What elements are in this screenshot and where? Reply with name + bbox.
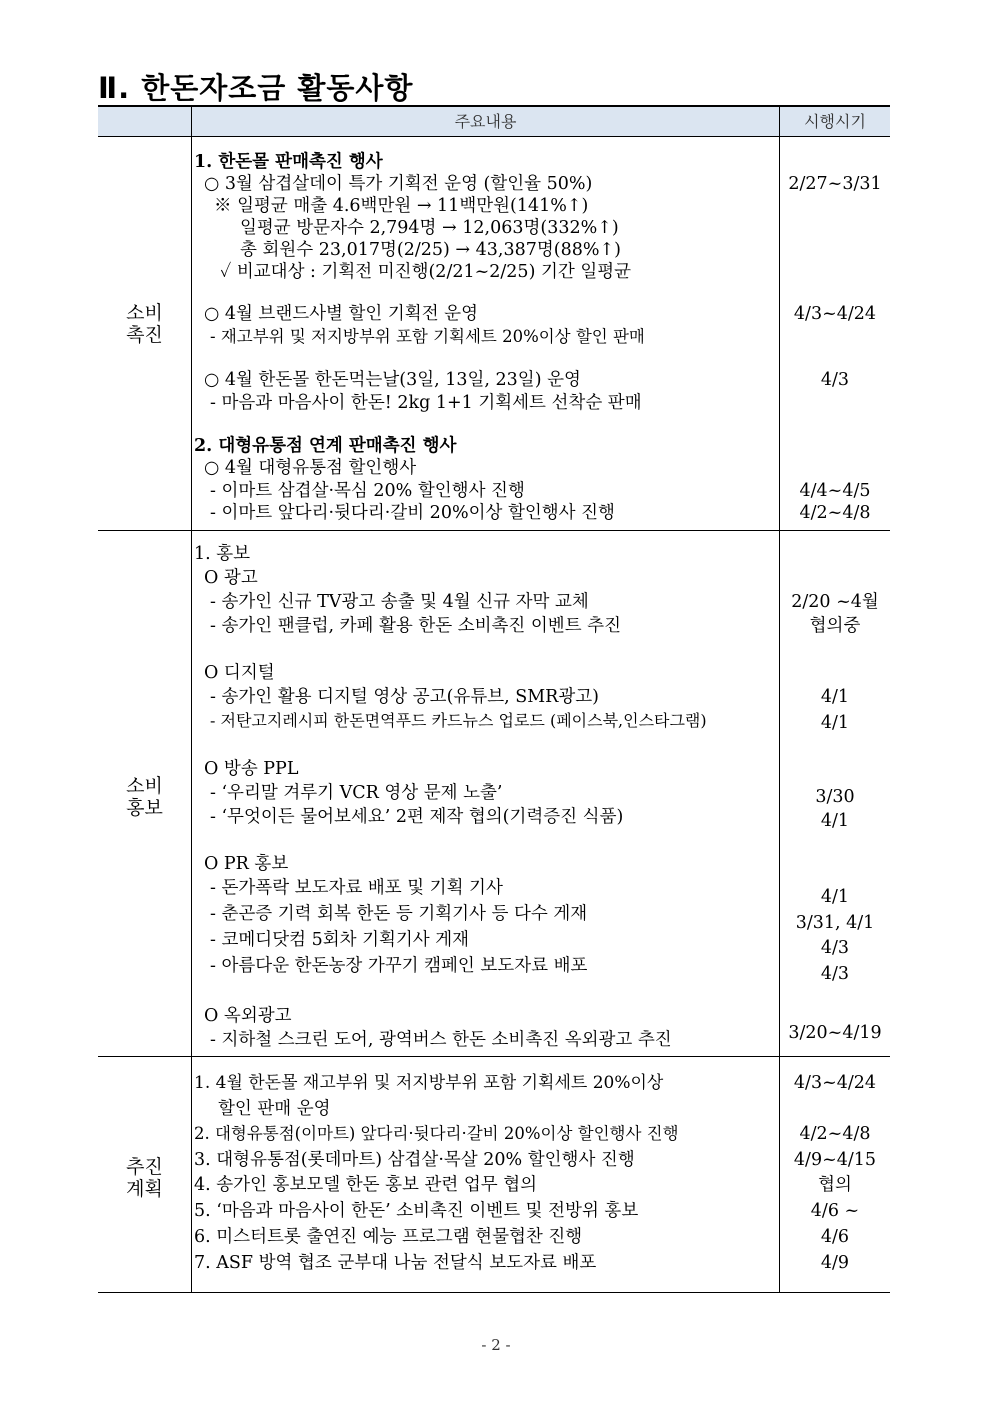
period: 4/3 — [820, 370, 850, 390]
list-item: 2. 대형유통점(이마트) 앞다리·뒷다리·갈비 20%이상 할인행사 진행 — [194, 1124, 679, 1143]
list-item: - 이마트 삼겹살·목심 20% 할인행사 진행 — [210, 481, 525, 501]
list-item: - 재고부위 및 저지방부위 포함 기획세트 20%이상 할인 판매 — [210, 327, 645, 346]
list-item: O 방송 PPL — [204, 759, 299, 779]
list-item: 7. ASF 방역 협조 군부대 나눔 전달식 보도자료 배포 — [194, 1253, 597, 1273]
list-item: - 코메디닷컴 5회차 기획기사 게재 — [210, 930, 470, 950]
period: 4/1 — [820, 887, 850, 907]
list-item: O 디지털 — [204, 663, 275, 683]
list-item: 1. 한돈몰 판매촉진 행사 — [194, 152, 383, 172]
list-item: - 송가인 활용 디지털 영상 공고(유튜브, SMR광고) — [210, 687, 599, 707]
period: 4/6 ~ — [810, 1201, 860, 1221]
period: 3/31, 4/1 — [795, 913, 875, 933]
list-item: 6. 미스터트롯 출연진 예능 프로그램 현물협찬 진행 — [194, 1227, 583, 1247]
period: 협의중 — [809, 616, 861, 636]
header-period: 시행시기 — [804, 112, 866, 131]
list-item: - 저탄고지레시피 한돈면역푸드 카드뉴스 업로드 (페이스북,인스타그램) — [210, 711, 707, 730]
list-item: 2. 대형유통점 연계 판매촉진 행사 — [194, 436, 457, 456]
list-item: - 이마트 앞다리·뒷다리·갈비 20%이상 할인행사 진행 — [210, 503, 615, 523]
list-item: - ‘우리말 겨루기 VCR 영상 문제 노출’ — [210, 783, 503, 803]
list-item: 총 회원수 23,017명(2/25) → 43,387명(88%↑) — [240, 240, 621, 260]
list-item: 1. 4월 한돈몰 재고부위 및 저지방부위 포함 기획세트 20%이상 — [194, 1073, 664, 1093]
row-divider — [98, 1056, 890, 1057]
page-title: Ⅱ. 한돈자조금 활동사항 — [98, 71, 414, 105]
list-item: - 송가인 신규 TV광고 송출 및 4월 신규 자막 교체 — [210, 592, 589, 612]
list-item: ○ 3월 삼겹살데이 특가 기획전 운영 (할인율 50%) — [204, 174, 593, 194]
period: 4/3~4/24 — [793, 304, 877, 324]
period: 협의 — [818, 1175, 852, 1195]
list-item: ○ 4월 대형유통점 할인행사 — [204, 458, 417, 478]
list-item: 5. ‘마음과 마음사이 한돈’ 소비촉진 이벤트 및 전방위 홍보 — [194, 1201, 639, 1221]
period: 4/2~4/8 — [799, 503, 871, 523]
period: 2/27~3/31 — [788, 174, 882, 194]
period: 3/30 — [815, 787, 855, 807]
list-item: ○ 4월 브랜드사별 할인 기획전 운영 — [204, 304, 478, 324]
table-header — [98, 105, 890, 137]
period: 4/2~4/8 — [799, 1124, 871, 1144]
list-item: ✓ 비교대상 : 기획전 미진행(2/21~2/25) 기간 일평균 — [220, 262, 632, 282]
list-item: 일평균 방문자수 2,794명 → 12,063명(332%↑) — [240, 218, 619, 238]
period: 2/20 ~4월 — [791, 592, 879, 612]
page-number: - 2 - — [481, 1336, 511, 1354]
list-item: O 옥외광고 — [204, 1006, 292, 1026]
category-plan: 추진 계획 — [126, 1156, 163, 1200]
period: 4/9~4/15 — [793, 1150, 877, 1170]
period: 4/6 — [820, 1227, 850, 1247]
period: 4/1 — [820, 713, 850, 733]
list-item: ※ 일평균 매출 4.6백만원 → 11백만원(141%↑) — [214, 196, 589, 216]
table-bottom-border — [98, 1292, 890, 1293]
period: 4/9 — [820, 1253, 850, 1273]
list-item: - 돈가폭락 보도자료 배포 및 기획 기사 — [210, 878, 503, 898]
list-item: - 지하철 스크린 도어, 광역버스 한돈 소비촉진 옥외광고 추진 — [210, 1030, 672, 1050]
list-item: 할인 판매 운영 — [218, 1099, 331, 1119]
list-item: 1. 홍보 — [194, 544, 251, 564]
list-item: O PR 홍보 — [204, 854, 289, 874]
period: 4/3 — [820, 964, 850, 984]
period: 4/1 — [820, 811, 850, 831]
period: 3/20~4/19 — [788, 1023, 882, 1043]
list-item: O 광고 — [204, 568, 258, 588]
period: 4/4~4/5 — [799, 481, 871, 501]
list-item: ○ 4월 한돈몰 한돈먹는날(3일, 13일, 23일) 운영 — [204, 370, 581, 390]
list-item: - 송가인 팬클럽, 카페 활용 한돈 소비촉진 이벤트 추진 — [210, 616, 621, 636]
list-item: - 마음과 마음사이 한돈! 2kg 1+1 기획세트 선착순 판매 — [210, 393, 642, 413]
period: 4/1 — [820, 687, 850, 707]
category-pr: 소비 홍보 — [126, 775, 163, 819]
row-divider — [98, 530, 890, 531]
list-item: - 아름다운 한돈농장 가꾸기 캠페인 보도자료 배포 — [210, 956, 588, 976]
list-item: 4. 송가인 홍보모델 한돈 홍보 관련 업무 협의 — [194, 1175, 538, 1195]
period: 4/3 — [820, 938, 850, 958]
list-item: 3. 대형유통점(롯데마트) 삼겹살·목살 20% 할인행사 진행 — [194, 1150, 635, 1170]
header-content: 주요내용 — [454, 112, 517, 131]
list-item: - ‘무엇이든 물어보세요’ 2편 제작 협의(기력증진 식품) — [210, 807, 624, 827]
list-item: - 춘곤증 기력 회복 한돈 등 기획기사 등 다수 게재 — [210, 904, 588, 924]
period: 4/3~4/24 — [793, 1073, 877, 1093]
category-promo: 소비 촉진 — [126, 302, 163, 346]
column-divider — [191, 105, 192, 1293]
